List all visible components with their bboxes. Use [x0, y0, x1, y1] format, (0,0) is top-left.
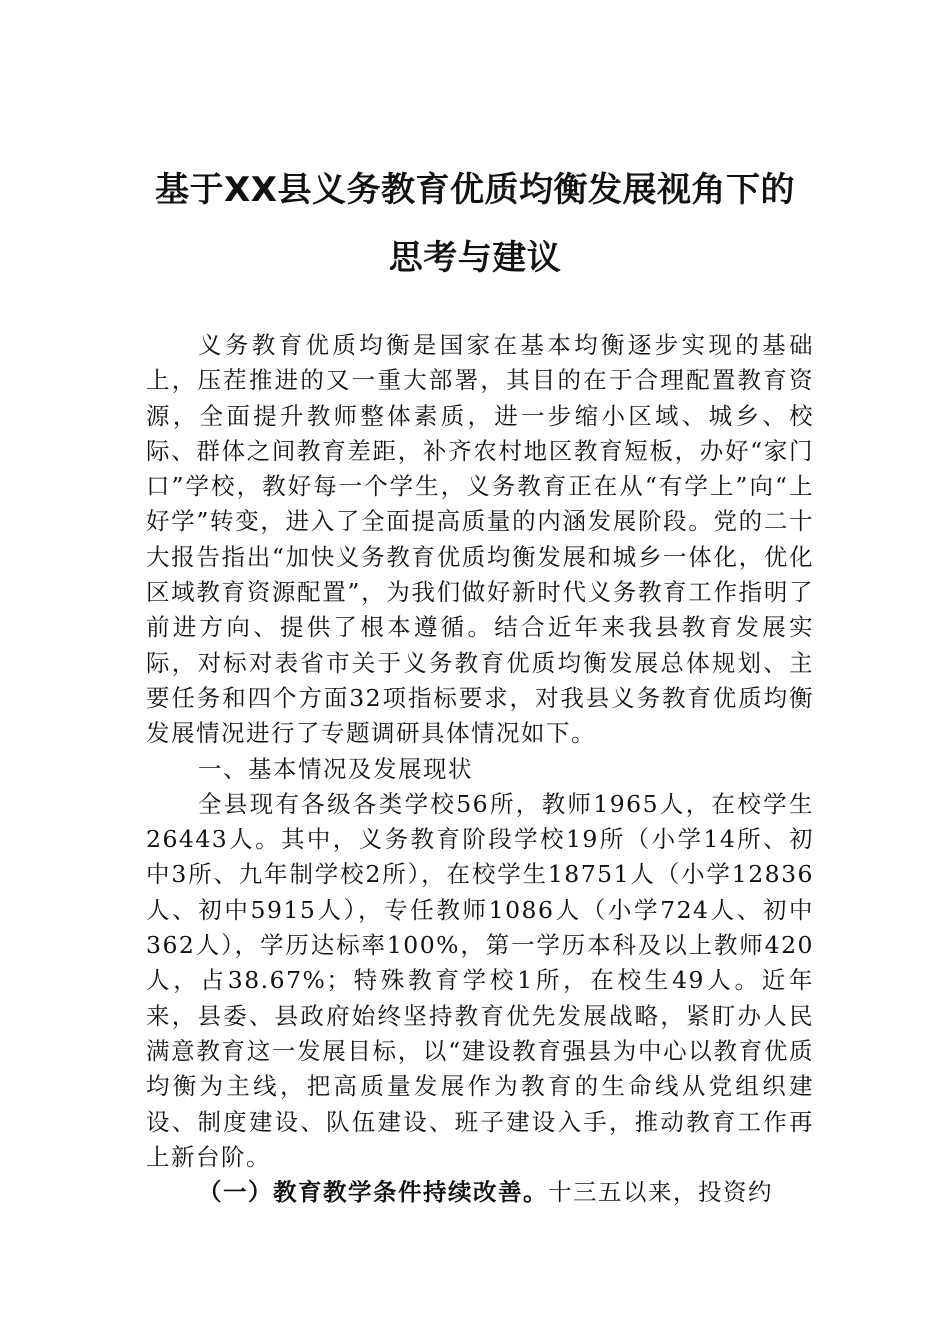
- subsection-heading-conditions: （一）教育教学条件持续改善。: [198, 1178, 548, 1207]
- intro-paragraph: 义务教育优质均衡是国家在基本均衡逐步实现的基础上，压茬推进的又一重大部署，其目的在于合理配置教育资源，全面提升教师整体素质，进一步缩小区域、城乡、校际、群体之间教育差距，补齐农村地区教育短板，办好“家门口”学校，教好每一个学生，义务教育正在从“有学上”向“上好学”转变，进入了全面提高质量的内涵发展阶段。党的二十大报告指出“加快义务教育优质均衡发展和城乡一体化，优化区域教育资源配置”，为我们做好新时代义务教育工作指明了前进方向、提供了根本遵循。结合近年来我县教育发展实际，对标对表省市关于义务教育优质均衡发展总体规划、主要任务和四个方面32项指标要求，对我县义务教育优质均衡发展情况进行了专题调研具体情况如下。: [146, 331, 814, 748]
- section-heading-basic-situation: 一、基本情况及发展现状: [198, 754, 473, 783]
- document-title-line-1: 基于XX县义务教育优质均衡发展视角下的: [155, 170, 795, 210]
- document-body: [146, 328, 814, 1210]
- subsection-text: 十三五以来，投资约: [548, 1178, 773, 1207]
- document-title-line-2: 思考与建议: [388, 238, 562, 278]
- subsection-paragraph: [146, 1175, 814, 1210]
- section-paragraph-basic-situation: 全县现有各级各类学校56所，教师1965人，在校学生26443人。其中，义务教育阶段学校19所（小学14所、初中3所、九年制学校2所），在校学生18751人（小学12836人、初中5915人），专任教师1086人（小学724人、初中362人），学历达标率100%，第一学历本科及以上教师420人，占38.67%；特殊教育学校1所，在校生49人。近年来，县委、县政府始终坚持教育优先发展战略，紧盯办人民满意教育这一发展目标，以“建设教育强县为中心以教育优质均衡为主线，把高质量发展作为教育的生命线从党组织建设、制度建设、队伍建设、班子建设入手，推动教育工作再上新台阶。: [146, 789, 814, 1171]
